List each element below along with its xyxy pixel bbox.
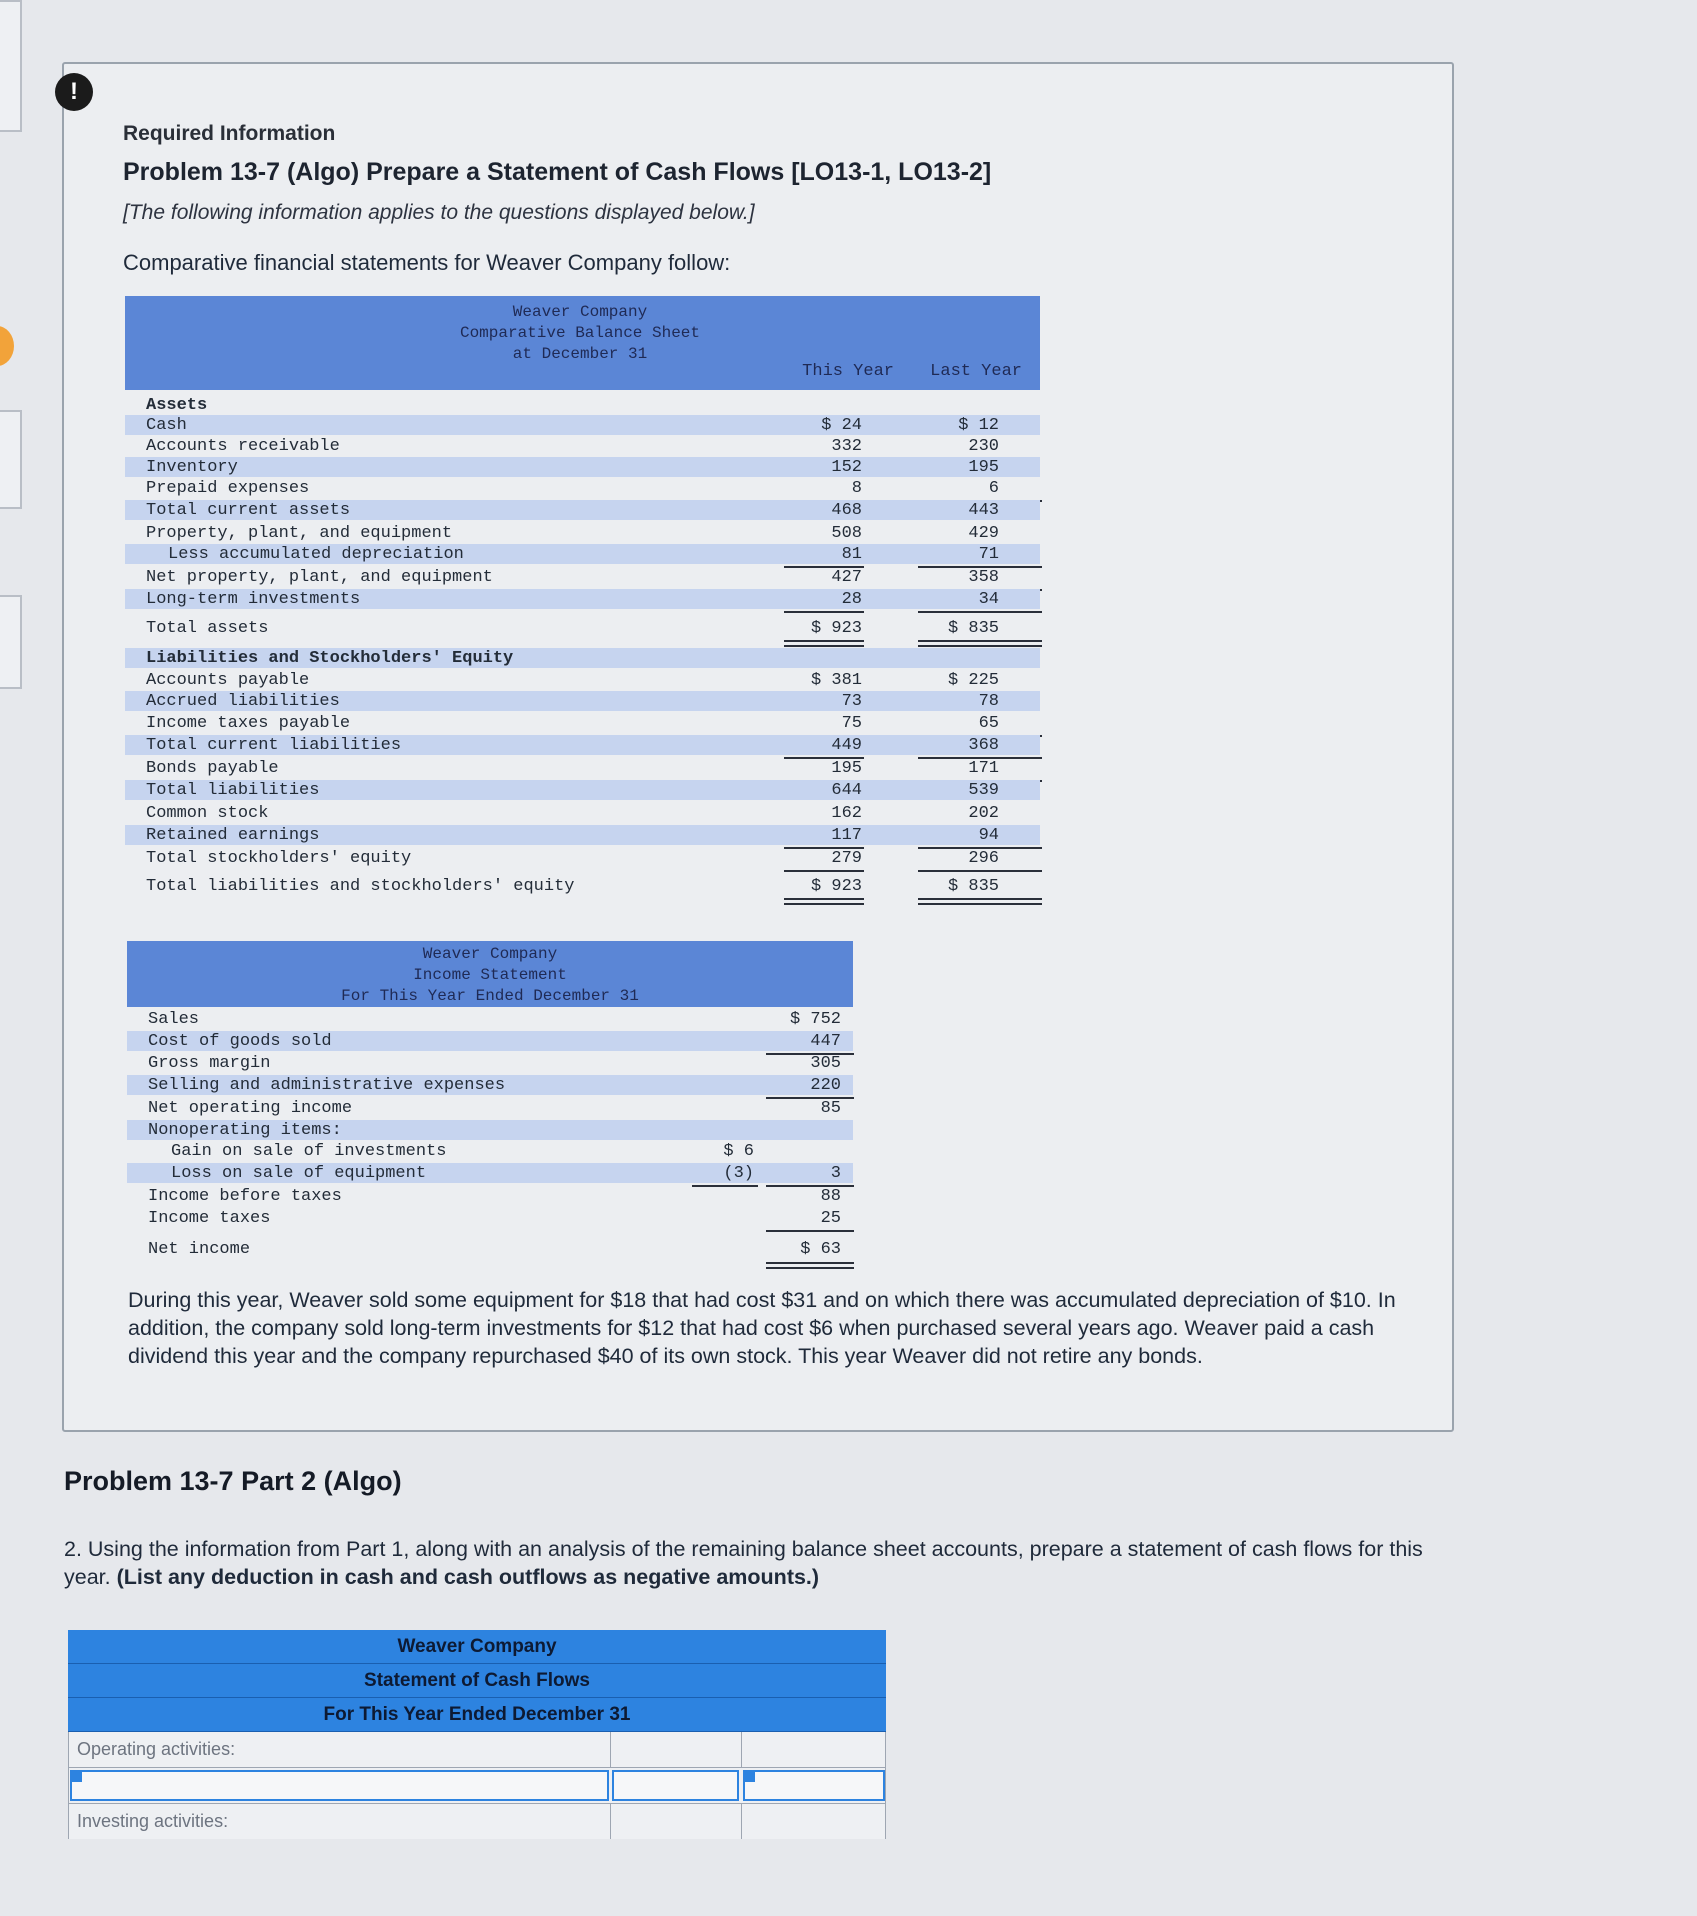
cf-row-input <box>68 1768 886 1804</box>
is-title-statement: Income Statement <box>413 966 567 984</box>
bs-last-year-value: $ 835 <box>947 877 999 896</box>
total-rule <box>784 611 864 613</box>
bs-row-label: Property, plant, and equipment <box>146 524 453 543</box>
bs-this-year-value: 195 <box>831 759 862 778</box>
problem-title: Problem 13-7 (Algo) Prepare a Statement of Cash Flows [LO13-1, LO13-2] <box>123 158 992 186</box>
investing-activities-label: Investing activities: <box>77 1811 229 1831</box>
bs-row-label: Prepaid expenses <box>146 479 310 498</box>
is-amount-value: 85 <box>820 1099 841 1118</box>
bs-row-label: Total current liabilities <box>146 736 402 755</box>
is-amount-value: $ 752 <box>789 1010 841 1029</box>
total-rule <box>784 645 864 647</box>
is-amount-value: 305 <box>810 1054 841 1073</box>
bs-last-year-value: 368 <box>968 736 999 755</box>
part2-title: Problem 13-7 Part 2 (Algo) <box>64 1466 402 1496</box>
operating-amount-input[interactable] <box>612 1770 739 1801</box>
is-subtotal-value: (3) <box>723 1164 754 1183</box>
bs-row-label: Assets <box>146 396 208 415</box>
total-rule <box>784 870 864 872</box>
total-rule <box>784 898 864 900</box>
net-income-double-rule <box>766 1262 854 1264</box>
field-marker-icon <box>72 1772 82 1782</box>
bs-this-year-value: 508 <box>831 524 862 543</box>
bs-last-year-value: 6 <box>988 479 999 498</box>
is-row-label: Loss on sale of equipment <box>171 1164 427 1183</box>
bs-last-year-value: 539 <box>968 781 999 800</box>
total-rule <box>918 870 1042 872</box>
is-row-label: Sales <box>148 1010 200 1029</box>
bs-this-year-value: 162 <box>831 804 862 823</box>
bs-this-year-value: 75 <box>841 714 862 733</box>
total-rule <box>918 898 1042 900</box>
bs-last-year-value: 230 <box>968 437 999 456</box>
bs-row-label: Total stockholders' equity <box>146 849 412 868</box>
total-rule <box>918 903 1042 905</box>
is-row-label: Income before taxes <box>148 1187 342 1206</box>
net-income-double-rule <box>766 1267 854 1269</box>
total-rule <box>692 1185 758 1187</box>
cf-row-investing <box>68 1804 886 1839</box>
cash-flow-form <box>68 1630 886 1839</box>
bs-title-statement: Comparative Balance Sheet <box>459 324 701 342</box>
total-rule <box>784 903 864 905</box>
is-row-label: Gross margin <box>148 1054 271 1073</box>
bs-last-year-value: 65 <box>978 714 999 733</box>
bs-this-year-value: 332 <box>831 437 862 456</box>
bs-this-year-value: 449 <box>831 736 862 755</box>
side-panel-tab <box>0 410 22 509</box>
is-row-label: Cost of goods sold <box>148 1032 332 1051</box>
total-rule <box>918 645 1042 647</box>
bs-this-year-value: 152 <box>831 458 862 477</box>
is-amount-value: 3 <box>830 1164 841 1183</box>
bs-row-label: Accounts payable <box>146 671 310 690</box>
col-last-year: Last Year <box>930 362 1022 381</box>
is-row-label: Income taxes <box>148 1209 271 1228</box>
bs-row-label: Inventory <box>146 458 238 477</box>
instruction-text: 2. Using the information from Part 1, along with an analysis of the remaining balance sheet accounts, prepare a statement of cash flows for this year. <box>64 1537 1423 1589</box>
is-amount-value: 447 <box>810 1032 841 1051</box>
is-amount-value: $ 63 <box>800 1240 841 1259</box>
bs-last-year-value: $ 12 <box>958 416 999 435</box>
bs-last-year-value: 443 <box>968 501 999 520</box>
bs-row-label: Total liabilities <box>146 781 320 800</box>
cf-title-company: Weaver Company <box>68 1630 886 1664</box>
is-row-label: Selling and administrative expenses <box>148 1076 506 1095</box>
is-row-label: Nonoperating items: <box>148 1121 342 1140</box>
bs-this-year-value: $ 923 <box>810 877 862 896</box>
is-row-label: Gain on sale of investments <box>171 1142 447 1161</box>
total-rule <box>766 1230 854 1232</box>
is-row-label: Net operating income <box>148 1099 353 1118</box>
bs-title-date: at December 31 <box>512 345 648 363</box>
cf-title-statement: Statement of Cash Flows <box>68 1664 886 1698</box>
part2-instruction <box>64 1535 1464 1591</box>
row-band <box>125 415 1040 435</box>
side-panel-tab <box>0 0 22 132</box>
bs-row-label: Liabilities and Stockholders' Equity <box>146 649 514 668</box>
instruction-emphasis: (List any deduction in cash and cash outflows as negative amounts.) <box>116 1565 820 1589</box>
bs-row-label: Retained earnings <box>146 826 320 845</box>
bs-last-year-value: 34 <box>978 590 999 609</box>
bs-title-company: Weaver Company <box>512 303 648 321</box>
bs-this-year-value: $ 923 <box>810 619 862 638</box>
bs-this-year-value: 73 <box>841 692 862 711</box>
total-rule <box>918 640 1042 642</box>
cf-title-period: For This Year Ended December 31 <box>68 1698 886 1732</box>
bs-row-label: Long-term investments <box>146 590 361 609</box>
bs-this-year-value: 468 <box>831 501 862 520</box>
field-marker-icon <box>745 1772 755 1782</box>
bs-last-year-value: 78 <box>978 692 999 711</box>
side-panel-tab <box>0 595 22 689</box>
bs-row-label: Total current assets <box>146 501 351 520</box>
is-title-company: Weaver Company <box>422 945 558 963</box>
alert-icon: ! <box>55 73 93 111</box>
operating-activities-label: Operating activities: <box>77 1739 236 1759</box>
cf-amount-cell <box>610 1804 742 1839</box>
bs-row-label: Accrued liabilities <box>146 692 340 711</box>
progress-dot-icon <box>0 326 14 366</box>
cf-row-operating <box>68 1732 886 1768</box>
bs-this-year-value: 28 <box>841 590 862 609</box>
info-note: [The following information applies to the questions displayed below.] <box>123 201 755 224</box>
bs-this-year-value: 279 <box>831 849 862 868</box>
bs-this-year-value: $ 381 <box>810 671 862 690</box>
income-statement-title <box>290 944 690 1007</box>
bs-last-year-value: 202 <box>968 804 999 823</box>
bs-this-year-value: 644 <box>831 781 862 800</box>
bs-row-label: Net property, plant, and equipment <box>146 568 493 587</box>
is-amount-value: 220 <box>810 1076 841 1095</box>
narrative-paragraph: During this year, Weaver sold some equipment for $18 that had cost $31 and on which there was accumulated depreciation of $10. In addition, the company sold long-term investments for $12 that had cost $6 when purchased several years ago. Weaver paid a cash dividend this year and the company repurchased $40 of its own stock. This year Weaver did not retire any bonds. <box>128 1288 1396 1368</box>
bs-this-year-value: 81 <box>841 545 862 564</box>
is-row-label: Net income <box>148 1240 251 1259</box>
col-this-year: This Year <box>802 362 894 381</box>
is-amount-value: 88 <box>820 1187 841 1206</box>
bs-last-year-value: 171 <box>968 759 999 778</box>
bs-last-year-value: 296 <box>968 849 999 868</box>
operating-item-input[interactable] <box>70 1770 609 1801</box>
is-subtotal-value: $ 6 <box>723 1142 754 1161</box>
bs-this-year-value: 427 <box>831 568 862 587</box>
bs-last-year-value: $ 835 <box>947 619 999 638</box>
required-information-heading: Required Information <box>123 122 336 145</box>
bs-row-label: Cash <box>146 416 187 435</box>
cf-amount-cell <box>610 1732 742 1767</box>
bs-row-label: Total assets <box>146 619 269 638</box>
bs-last-year-value: 429 <box>968 524 999 543</box>
bs-row-label: Total liabilities and stockholders' equity <box>146 877 575 896</box>
bs-row-label: Less accumulated depreciation <box>168 545 464 564</box>
operating-total-input[interactable] <box>743 1770 885 1801</box>
is-amount-value: 25 <box>820 1209 841 1228</box>
balance-sheet-title <box>380 302 780 365</box>
total-rule <box>784 640 864 642</box>
bs-last-year-value: 94 <box>978 826 999 845</box>
bs-last-year-value: 71 <box>978 545 999 564</box>
row-band <box>125 457 1040 477</box>
bs-last-year-value: $ 225 <box>947 671 999 690</box>
bs-last-year-value: 358 <box>968 568 999 587</box>
bs-this-year-value: 8 <box>851 479 862 498</box>
total-rule <box>918 611 1042 613</box>
is-title-period: For This Year Ended December 31 <box>341 987 639 1005</box>
bs-row-label: Accounts receivable <box>146 437 340 456</box>
bs-this-year-value: $ 24 <box>821 416 862 435</box>
bs-row-label: Income taxes payable <box>146 714 351 733</box>
bs-last-year-value: 195 <box>968 458 999 477</box>
comparative-intro: Comparative financial statements for Weaver Company follow: <box>123 250 731 275</box>
bs-row-label: Bonds payable <box>146 759 279 778</box>
bs-row-label: Common stock <box>146 804 269 823</box>
bs-this-year-value: 117 <box>831 826 862 845</box>
